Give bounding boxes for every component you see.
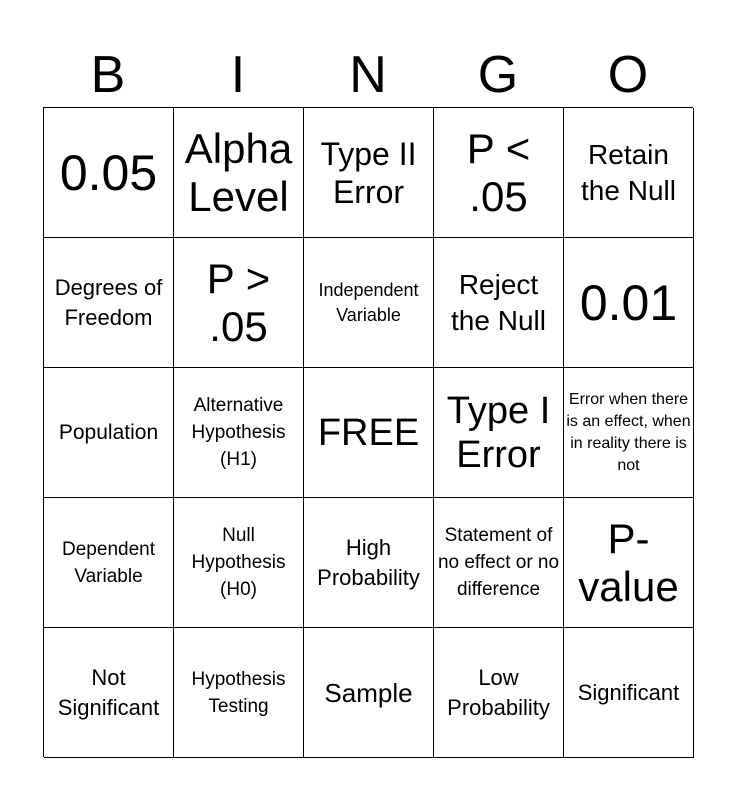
bingo-cell[interactable] — [564, 498, 694, 628]
cell-text: Significant — [577, 679, 680, 705]
header-letter-i: I — [230, 46, 246, 104]
cell-text: High Probability — [317, 534, 420, 590]
cell-text: P < .05 — [466, 124, 531, 220]
bingo-cell[interactable] — [434, 238, 564, 368]
bingo-cell[interactable] — [174, 628, 304, 758]
cell-text: Low Probability — [447, 664, 550, 720]
header-letter-g: G — [477, 46, 519, 104]
cell-text: Reject the Null — [451, 268, 546, 336]
bingo-cell[interactable] — [564, 628, 694, 758]
cell-text: Type I Error — [446, 389, 551, 476]
cell-text: Error when there is an effect, when in reality there is not — [566, 390, 691, 474]
cell-text: Dependent Variable — [62, 538, 155, 587]
header-letter-n: N — [349, 46, 387, 104]
cell-text: 0.05 — [59, 144, 158, 201]
bingo-cell[interactable] — [304, 108, 434, 238]
bingo-header — [43, 44, 693, 106]
bingo-cell[interactable] — [174, 498, 304, 628]
bingo-cell[interactable] — [44, 108, 174, 238]
cell-text: Not Significant — [57, 664, 160, 720]
cell-text: Retain the Null — [581, 138, 676, 206]
cell-text: Population — [58, 420, 159, 444]
bingo-cell[interactable] — [304, 238, 434, 368]
cell-text: Independent Variable — [318, 279, 419, 325]
bingo-cell[interactable] — [564, 108, 694, 238]
cell-text: Degrees of Freedom — [54, 274, 163, 330]
bingo-cell[interactable] — [304, 498, 434, 628]
bingo-cell[interactable] — [434, 628, 564, 758]
header-letter-b: B — [90, 46, 126, 104]
cell-text: P > .05 — [206, 254, 271, 350]
cell-text: Alternative Hypothesis (H1) — [191, 395, 286, 470]
cell-text: P-value — [578, 514, 679, 610]
bingo-cell[interactable] — [434, 108, 564, 238]
cell-text: Hypothesis Testing — [191, 668, 286, 717]
bingo-cell[interactable] — [174, 368, 304, 498]
bingo-board — [43, 107, 693, 757]
bingo-cell[interactable] — [174, 238, 304, 368]
bingo-cell[interactable] — [44, 368, 174, 498]
bingo-cell[interactable] — [44, 498, 174, 628]
cell-text: 0.01 — [579, 274, 678, 331]
bingo-cell[interactable] — [44, 238, 174, 368]
free-cell[interactable] — [304, 368, 434, 498]
bingo-cell[interactable] — [434, 368, 564, 498]
cell-text: Type II Error — [320, 135, 417, 210]
bingo-cell[interactable] — [564, 238, 694, 368]
bingo-cell[interactable] — [304, 628, 434, 758]
free-cell-text: FREE — [317, 411, 420, 454]
cell-text: Alpha Level — [184, 124, 293, 220]
cell-text: Statement of no effect or no difference — [437, 525, 560, 600]
cell-text: Null Hypothesis (H0) — [191, 525, 286, 600]
bingo-cell[interactable] — [564, 368, 694, 498]
bingo-cell[interactable] — [174, 108, 304, 238]
bingo-cell[interactable] — [434, 498, 564, 628]
header-letter-o: O — [607, 46, 649, 104]
cell-text: Sample — [324, 677, 413, 708]
bingo-cell[interactable] — [44, 628, 174, 758]
